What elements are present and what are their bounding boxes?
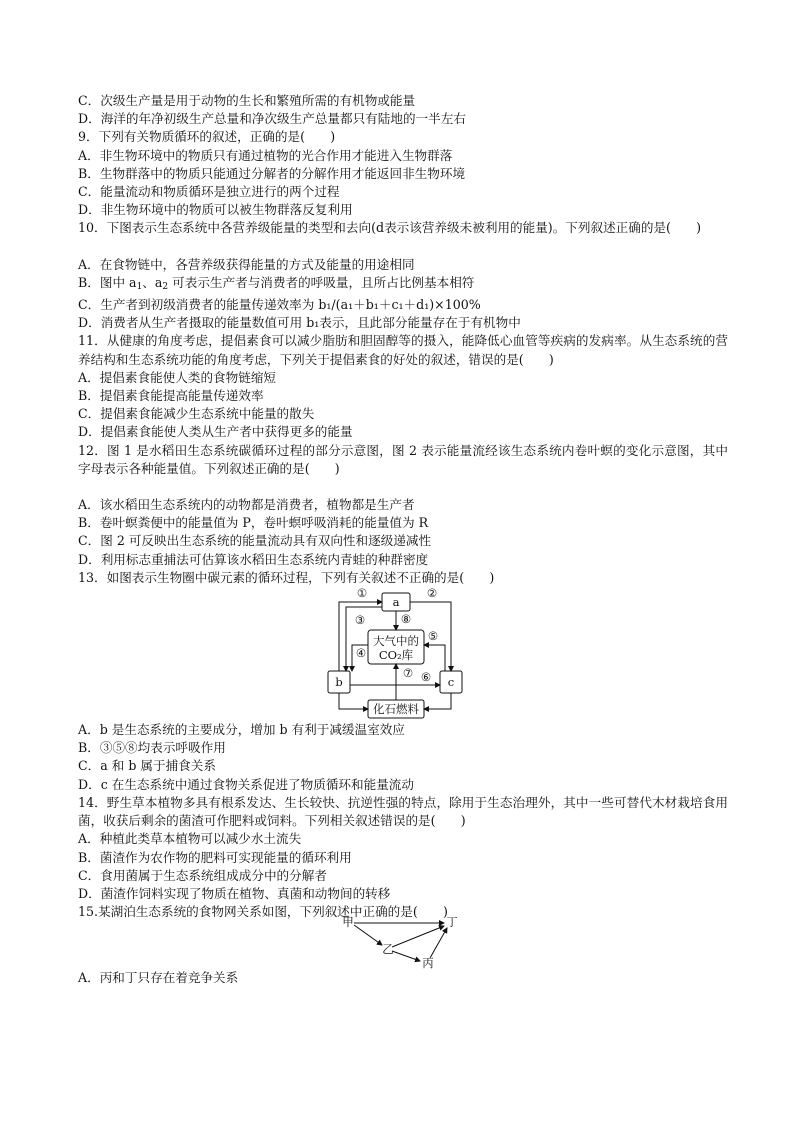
label-2: ②: [426, 587, 438, 601]
question-15-stem: 15.某湖泊生态系统的食物网关系如图，下列叙述中正确的是( ): [78, 904, 448, 920]
option-10c: C．生产者到初级消费者的能量传递效率为 b₁/(a₁＋b₁＋c₁＋d₁)×100%: [78, 297, 481, 313]
label-3: ③: [354, 613, 366, 628]
option-10a: A．在食物链中，各营养级获得能量的方式及能量的用途相同: [78, 256, 415, 272]
box-b-label: b: [335, 675, 343, 690]
option-12c: C．图 2 可反映出生态系统的能量流动具有双向性和逐级递减性: [78, 533, 432, 549]
option-11b: B．提倡素食能提高能量传递效率: [78, 388, 264, 404]
box-co2-label-2: CO₂库: [378, 648, 414, 663]
option-12d: D．利用标志重捕法可估算该水稻田生态系统内青蛙的种群密度: [78, 551, 429, 567]
label-4: ④: [355, 646, 367, 661]
option-9b: B．生物群落中的物质只能通过分解者的分解作用才能返回非生物环境: [78, 165, 466, 181]
food-web-svg: [78, 911, 728, 969]
node-ding: 丁: [446, 915, 458, 930]
label-7: ⑦: [402, 666, 414, 681]
question-11-stem: 11．从健康的角度考虑，提倡素食可以减少脂肪和胆固醇等的摄入，能降低心血管等疾病的发病率。从生态系统的营养结构和生态系统功能的角度考虑，下列关于提倡素食的好处的叙述，错误的是( ): [78, 333, 728, 367]
box-a-label: a: [392, 595, 400, 610]
option-14c: C．食用菌属于生态系统组成成分中的分解者: [78, 867, 327, 883]
food-web-diagram: [78, 911, 728, 969]
option-8d: D．海洋的年净初级生产总量和净次级生产总量都只有陆地的一半左右: [78, 111, 466, 127]
question-14-stem: 14．野生草本植物多具有根系发达、生长较快、抗逆性强的特点，除用于生态治理外，其中一些可替代木材栽培食用菌，收获后剩余的菌渣可作肥料或饲料。下列相关叙述错误的是( ): [78, 794, 728, 829]
option-10b-sub2: 2: [162, 281, 169, 292]
question-12-stem: 12．图 1 是水稻田生态系统碳循环过程的部分示意图，图 2 表示能量流经该生态系统内卷叶螟的变化示意图，其中字母表示各种能量值。下列叙述正确的是( ): [78, 442, 728, 476]
edge-yi-ding: [392, 926, 444, 947]
node-jia: 甲: [342, 915, 354, 930]
option-13d: D．c 在生态系统中通过食物关系促进了物质循环和能量流动: [78, 776, 414, 792]
option-9d: D．非生物环境中的物质可以被生物群落反复利用: [78, 202, 353, 218]
node-yi: 乙: [382, 942, 394, 957]
carbon-cycle-svg: [78, 587, 728, 721]
edge-jia-yi: [354, 925, 382, 945]
edge-yi-bing: [392, 951, 420, 961]
option-11a: A．提倡素食能使人类的食物链缩短: [78, 369, 277, 385]
label-8: ⑧: [400, 612, 412, 627]
option-14d: D．菌渣作饲料实现了物质在植物、真菌和动物间的转移: [78, 885, 391, 901]
option-15a: A．丙和丁只存在着竞争关系: [78, 970, 239, 986]
option-10b-part1: B．图中 a: [78, 274, 137, 290]
option-11c: C．提倡素食能减少生态系统中能量的散失: [78, 406, 315, 422]
option-10b-part2: 、a: [142, 274, 163, 290]
option-12b: B．卷叶螟粪便中的能量值为 P，卷叶螟呼吸消耗的能量值为 R: [78, 515, 429, 531]
carbon-cycle-diagram: [78, 587, 728, 721]
option-10b: [78, 274, 728, 296]
question-10-stem: 10．下图表示生态系统中各营养级能量的类型和去向(d表示该营养级未被利用的能量)。下列叙述正确的是( ): [78, 220, 702, 236]
option-13a: A．b 是生态系统的主要成分，增加 b 有利于减缓温室效应: [78, 722, 405, 738]
question-9-stem: 9．下列有关物质循环的叙述，正确的是( ): [78, 129, 336, 145]
option-10b-sub1: 1: [136, 281, 143, 292]
arrow-5: [424, 645, 445, 671]
box-co2-label-1: 大气中的: [373, 634, 419, 649]
exam-page: [78, 92, 728, 988]
option-9c: C．能量流动和物质循环是独立进行的两个过程: [78, 184, 340, 200]
option-9a: A．非生物环境中的物质只有通过植物的光合作用才能进入生物群落: [78, 147, 453, 163]
option-14a: A．种植此类草本植物可以减少水土流失: [78, 831, 302, 847]
option-14b: B．菌渣作为农作物的肥料可实现能量的循环利用: [78, 849, 352, 865]
arrow-b-fossil: [339, 693, 368, 709]
option-10b-part3: 可表示生产者与消费者的呼吸量，且所占比例基本相符: [168, 274, 475, 290]
box-fossil-label: 化石燃料: [373, 702, 419, 717]
label-1: ①: [356, 587, 368, 601]
edge-bing-ding: [430, 928, 447, 958]
label-5: ⑤: [427, 629, 439, 644]
option-11d: D．提倡素食能使人类从生产者中获得更多的能量: [78, 424, 353, 440]
figure-placeholder-10: [78, 238, 728, 256]
box-c-label: c: [447, 675, 455, 690]
option-13b: B．③⑤⑧均表示呼吸作用: [78, 740, 226, 756]
question-13-stem: 13．如图表示生物圈中碳元素的循环过程，下列有关叙述不正确的是( ): [78, 569, 495, 585]
node-bing: 丙: [422, 956, 434, 970]
arrow-c-fossil: [424, 693, 451, 709]
label-6: ⑥: [420, 670, 432, 685]
option-12a: A．该水稻田生态系统内的动物都是消费者，植物都是生产者: [78, 497, 415, 513]
figure-placeholder-12: [78, 478, 728, 496]
option-13c: C．a 和 b 属于捕食关系: [78, 758, 216, 774]
option-10d: D．消费者从生产者摄取的能量数值可用 b₁表示，且此部分能量存在于有机物中: [78, 315, 521, 331]
option-8c: C．次级生产量是用于动物的生长和繁殖所需的有机物或能量: [78, 93, 416, 108]
